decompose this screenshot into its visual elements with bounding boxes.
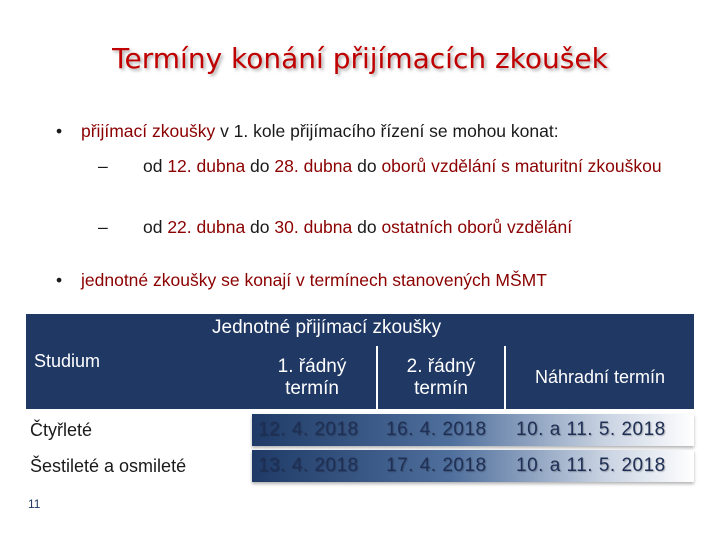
bullet-entrance-exams bbox=[56, 120, 696, 144]
date-end: 28. dubna bbox=[274, 156, 353, 176]
row-alt-term: 10. a 11. 5. 2018 bbox=[516, 455, 666, 476]
text-part: do bbox=[352, 156, 382, 176]
bullet-marker: • bbox=[56, 121, 63, 141]
field-of-study: oborů vzdělání s maturitní zkouškou bbox=[381, 156, 662, 176]
date-end: 30. dubna bbox=[274, 217, 353, 237]
header-first-term: 1. řádný termín bbox=[248, 346, 376, 409]
sub-bullet-other bbox=[98, 216, 698, 240]
bullet-rest: v 1. kole přijímacího řízení se mohou konat: bbox=[215, 121, 559, 141]
slide-title: Termíny konání přijímacích zkoušek bbox=[112, 42, 608, 75]
header-second-term: 2. řádný termín bbox=[378, 346, 504, 409]
bullet-emphasis: přijímací zkoušky bbox=[81, 121, 216, 141]
row-alt-term: 10. a 11. 5. 2018 bbox=[516, 419, 666, 440]
text-part: do bbox=[352, 217, 382, 237]
row-study: Čtyřleté bbox=[30, 419, 93, 440]
sub-bullet-text bbox=[143, 216, 683, 238]
bullet-marker: • bbox=[56, 270, 63, 290]
text-part: od bbox=[143, 156, 168, 176]
bullet-rest: se konají v termínech stanovených MŠMT bbox=[216, 270, 547, 290]
sub-bullet-marker: – bbox=[98, 156, 108, 176]
bullet-text bbox=[81, 120, 559, 142]
date-start: 12. dubna bbox=[167, 156, 246, 176]
text-part: od bbox=[143, 217, 168, 237]
group-header-cell bbox=[212, 314, 694, 346]
bullet-unified-exams bbox=[56, 269, 696, 293]
header-alt-term: Náhradní termín bbox=[506, 346, 694, 409]
row-first-term: 12. 4. 2018 bbox=[258, 419, 359, 440]
date-start: 22. dubna bbox=[167, 217, 246, 237]
group-header: Jednotné přijímací zkoušky bbox=[212, 317, 442, 338]
row-second-term: 16. 4. 2018 bbox=[386, 419, 487, 440]
sub-bullet-marker: – bbox=[98, 217, 108, 237]
field-of-study: ostatních oborů vzdělání bbox=[381, 217, 573, 237]
bullet-emphasis: jednotné zkoušky bbox=[81, 270, 217, 290]
bullet-text bbox=[81, 269, 547, 291]
sub-bullet-maturita bbox=[98, 155, 698, 201]
text-part: do bbox=[245, 156, 275, 176]
row-first-term: 13. 4. 2018 bbox=[258, 455, 359, 476]
page-number: 11 bbox=[28, 497, 41, 511]
row-study: Šestileté a osmileté bbox=[30, 455, 187, 476]
text-part: do bbox=[245, 217, 275, 237]
sub-bullet-text bbox=[143, 155, 683, 177]
header-study: Studium bbox=[26, 314, 248, 409]
row-second-term: 17. 4. 2018 bbox=[386, 455, 487, 476]
exam-dates-table bbox=[26, 314, 694, 486]
